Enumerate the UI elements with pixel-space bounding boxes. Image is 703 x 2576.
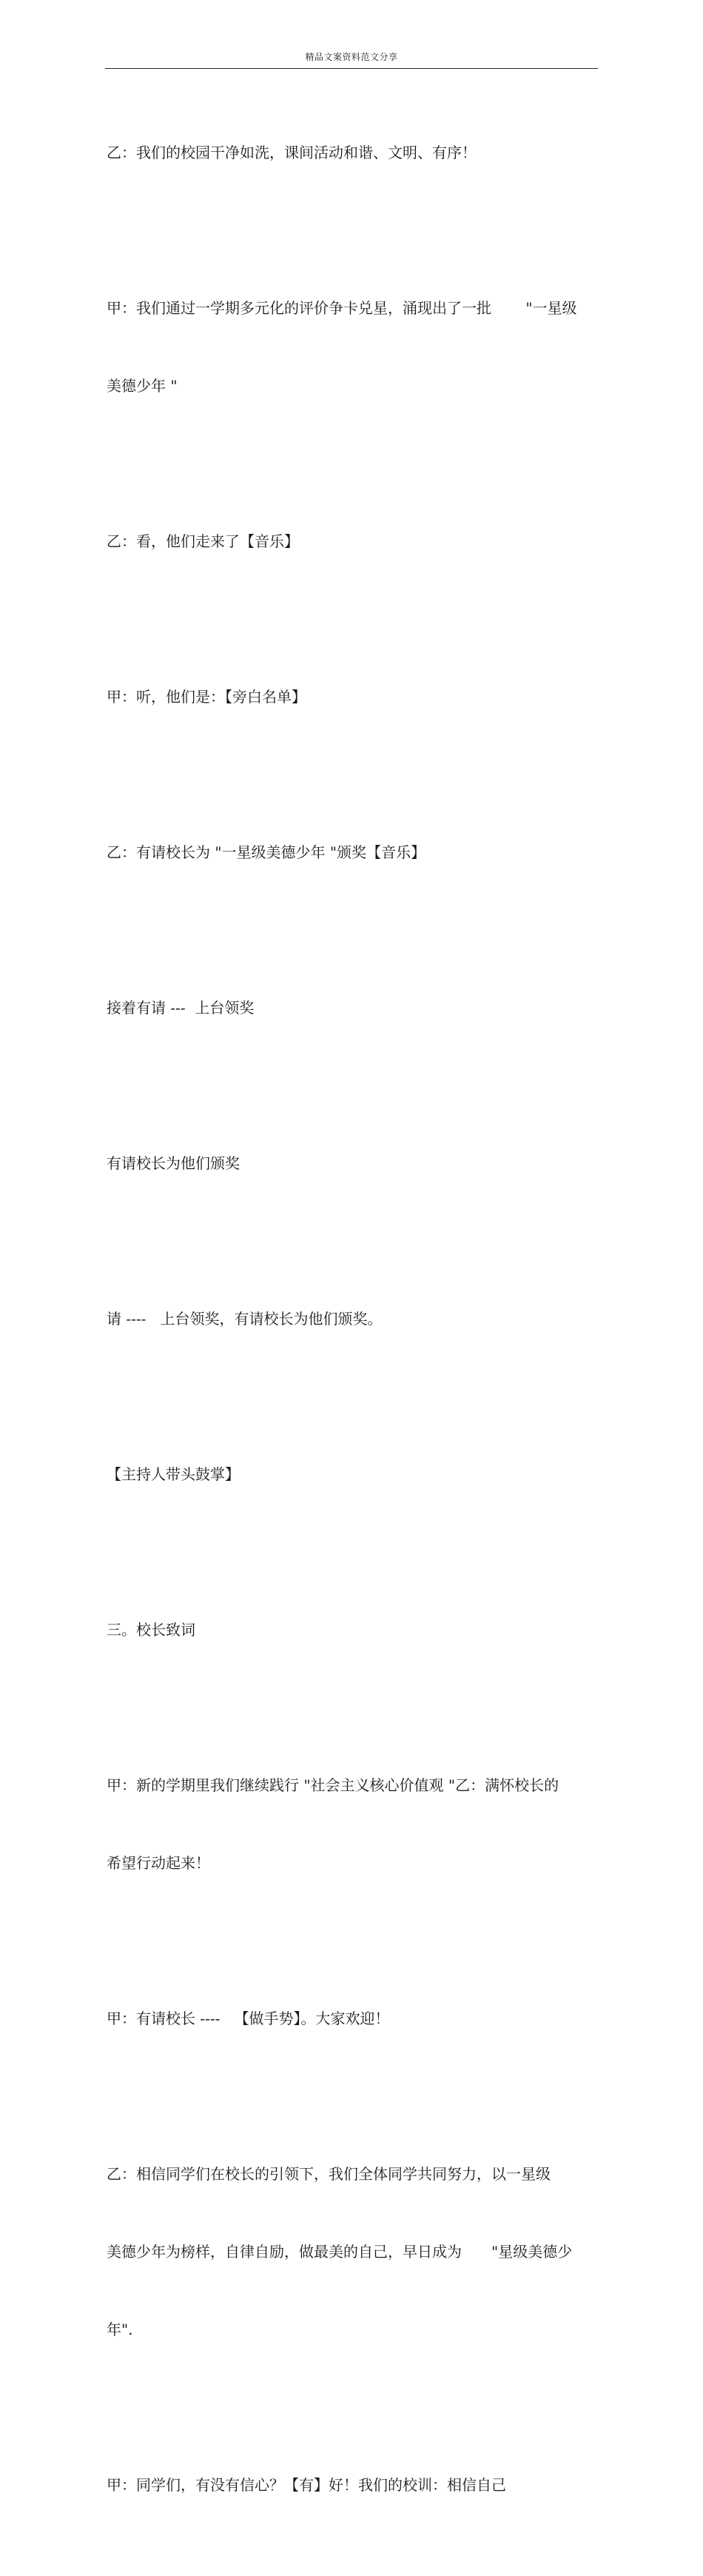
header-title: 精品文案资料范文分享 (305, 52, 398, 62)
paragraph (107, 2110, 596, 2395)
paragraph-line: 有请校长为他们颁奖 (107, 1154, 240, 1172)
paragraph (107, 943, 596, 1073)
paragraph (107, 1254, 596, 1384)
paragraph-line: 甲：听，他们是：【旁白名单】 (107, 688, 306, 706)
paragraph-line: 乙：有请校长为 "一星级美德少年 "颁奖【音乐】 (107, 843, 426, 861)
paragraph (107, 1099, 596, 1228)
paragraph (107, 244, 596, 451)
paragraph-line: 接着有请 --- 上台领奖 (107, 999, 255, 1017)
paragraph (107, 477, 596, 606)
paragraph-line: 乙：看，他们走来了【音乐】 (107, 532, 299, 550)
paragraph-line: 希望行动起来！ (107, 1854, 210, 1872)
paragraph-line: 【主持人带头鼓掌】 (107, 1465, 240, 1483)
paragraph-line: 甲：有请校长 ---- 【做手势】。大家欢迎！ (107, 2010, 390, 2027)
page-header (105, 49, 598, 69)
document-body (107, 88, 596, 2576)
paragraph-line: 乙：相信同学们在校长的引领下，我们全体同学共同努力，以一星级 (107, 2165, 551, 2183)
paragraph-line: 请 ---- 上台领奖，有请校长为他们颁奖。 (107, 1310, 383, 1328)
paragraph-line: 乙：我们的校园干净如洗，课间活动和谐、文明、有序！ (107, 144, 477, 161)
paragraph (107, 1721, 596, 1928)
paragraph-line: 甲：我们通过一学期多元化的评价争卡兑星，涌现出了一批 "一星级 (107, 299, 577, 317)
paragraph-line: 年". (107, 2321, 133, 2338)
paragraph (107, 88, 596, 218)
paragraph-line: 三。校长致词 (107, 1621, 195, 1639)
paragraph-line: 美德少年为榜样，自律自励，做最美的自己，早日成为 "星级美德少 (107, 2243, 573, 2261)
paragraph-line: 美德少年 " (107, 377, 178, 395)
paragraph (107, 2421, 596, 2550)
paragraph (107, 1954, 596, 2084)
paragraph-line: 甲：同学们，有没有信心？【有】好！我们的校训：相信自己 (107, 2476, 506, 2494)
paragraph-line: 甲：新的学期里我们继续践行 "社会主义核心价值观 "乙：满怀校长的 (107, 1776, 559, 1794)
paragraph (107, 632, 596, 762)
paragraph (107, 1410, 596, 1539)
section-heading (107, 1565, 596, 1695)
paragraph (107, 788, 596, 917)
